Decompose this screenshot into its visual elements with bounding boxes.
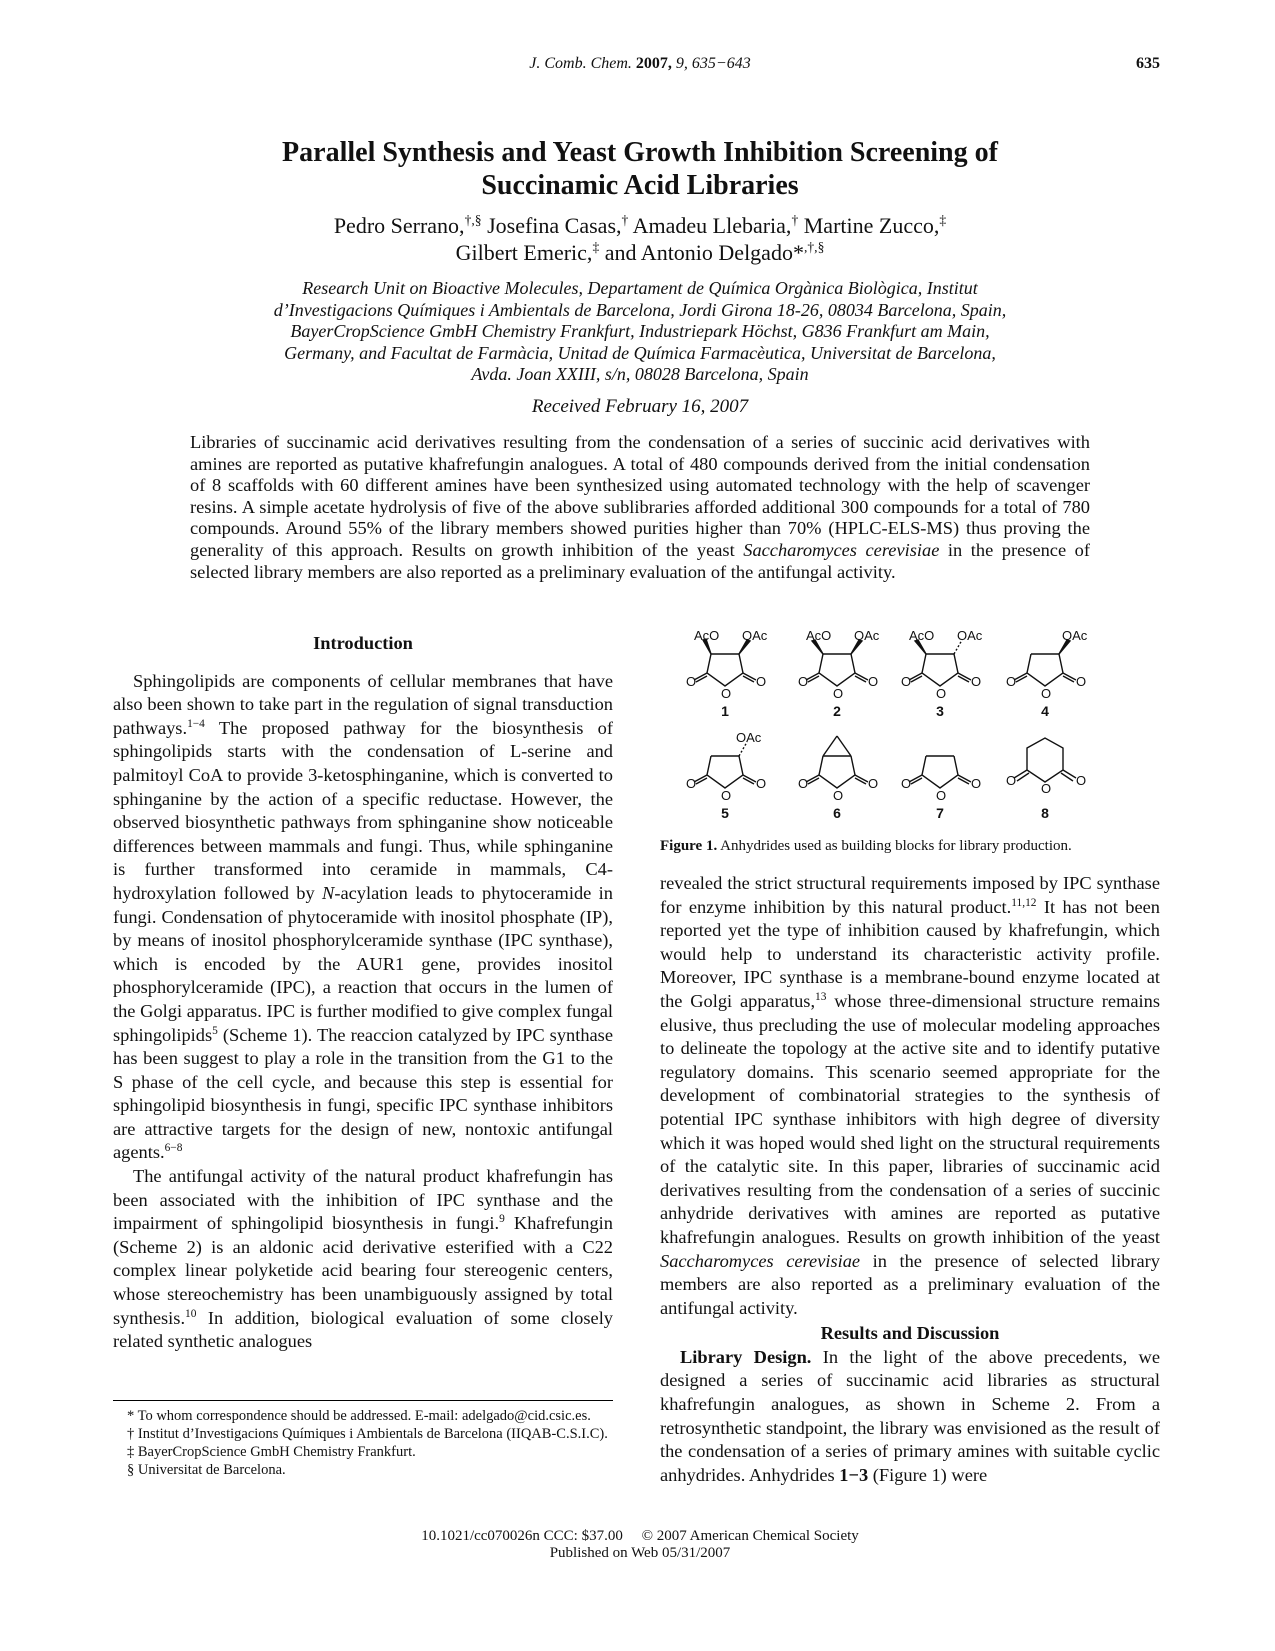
label-o: O [936,686,947,701]
label-o: O [1076,674,1087,689]
title-line-2: Succinamic Acid Libraries [481,170,799,201]
paragraph [660,1346,1160,1488]
author-list [140,212,1140,266]
label-o: O [868,674,879,689]
label-o: O [936,788,947,803]
body-text: Khafrefungin (Scheme 2) is an aldonic acid derivative esterified with a C22 complex linear polyketide acid bearing four stereogenic centers, whose stereochemistry has been unambiguously assigned by total synthesis. [113,1213,613,1328]
body-text: In the light of the above precedents, we designed a series of succinamic acid libraries as structural khafrefungin analogues, as shown in Scheme 2. From a retrosynthetic standpoint, the library was envisioned as the result of the condensation of a series of primary amines with suitable cyclic anhydrides. Anhydrides [660,1346,1161,1485]
body-text: -serine and palmitoyl CoA to provide 3-ketosphinganine, which is converted to sphinganine by the action of a specific reductase. However, the observed biosynthetic pathways from sphinganine show noticeable differences between mammals and fungi. Thus, while sphinganine is further transformed into ceramide in mammals, C4-hydroxylation followed by [113,741,614,903]
figure-caption [660,838,1170,855]
footer-line-1 [140,1528,1140,1545]
citation-ref: 11,12 [1011,896,1037,909]
italic-n: N [322,882,335,903]
copyright: © 2007 American Chemical Society [641,1528,859,1544]
footnote-correspondence: * To whom correspondence should be addressed. E-mail: adelgado@cid.csic.es. [127,1408,591,1424]
author-name: Gilbert Emeric, [455,240,593,265]
footnote: ‡ BayerCropScience GmbH Chemistry Frankfurt. [127,1444,416,1460]
label-o: O [686,776,697,791]
label-o: O [686,674,697,689]
structure-3 [909,640,971,686]
label-aco: AcO [806,628,832,643]
author-affil-mark: † [621,212,629,228]
doi-ccc: 10.1021/cc070026n CCC: $37.00 [421,1528,623,1544]
structure-2 [806,640,868,686]
caption-label: Figure 1. [660,838,718,854]
footnote: § Universitat de Barcelona. [127,1462,286,1478]
label-o: O [798,776,809,791]
citation-ref: 1−4 [187,717,205,730]
figure-1 [660,628,1170,868]
citation-ref: 6−8 [164,1142,183,1155]
author-affil-mark: †,§ [464,212,482,228]
journal-pages: 635−643 [691,55,751,72]
abstract-text: Libraries of succinamic acid derivatives resulting from the condensation of a series of succinic acid derivatives with amines are reported as putative khafrefungin analogues. A total of 480 compounds derived from the initial condensation of 8 scaffolds with 60 different amines have been synthesized using automated technology with the help of scavenger resins. A simple acetate hydrolysis of five of the above sublibraries afforded additional 300 compounds for a total of 780 compounds. Around 55% of the library members showed purities higher than 70% (HPLC-ELS-MS) thus proving the generality of this approach. Results on growth inhibition of the yeast [190,432,1090,560]
abstract [190,432,1090,583]
page-number: 635 [1136,55,1160,72]
body-text: whose three-dimensional structure remains elusive, thus precluding the use of molecular modeling approaches to delineate the topology at the active site and to identify putative regulatory domains. This scenario seemed appropriate for the development of combinatorial strategies to the synthesis of potential IPC synthase inhibitors with high degree of diversity which it was hoped would shed light on the structural requirements of the catalytic site. In this paper, libraries of succinamic acid derivatives resulting from the condensation of a series of succinic anhydride derivatives with amines are reported as putative khafrefungin analogues. Results on growth inhibition of the yeast [660,990,1160,1247]
author-name: Martine Zucco, [798,213,940,238]
label-o: O [971,776,982,791]
published-date: Published on Web 05/31/2007 [549,1545,731,1561]
author-name: Josefina Casas, [481,213,622,238]
structure-8 [1014,738,1076,782]
author-affil-mark: † [791,212,799,228]
citation-ref: 9 [499,1213,505,1226]
label-o: O [971,674,982,689]
author-name: Amadeu Llebaria, [628,213,792,238]
label-oac: OAc [736,730,762,745]
running-header [120,55,1160,79]
title-line-1: Parallel Synthesis and Yeast Growth Inhibition Screening of [282,137,998,168]
compound-number: 5 [721,805,729,821]
label-oac: OAc [957,628,983,643]
label-o: O [1006,773,1017,788]
species-name: Saccharomyces cerevisiae [743,539,940,560]
structure-4 [1014,640,1076,686]
page-footer [140,1528,1140,1562]
label-o: O [1041,686,1052,701]
journal-abbrev: J. Comb. Chem. [529,55,632,72]
label-o: O [901,674,912,689]
footnote: † Institut d’Investigacions Químiques i Ambientals de Barcelona (IIQAB-C.S.I.C). [127,1426,608,1442]
compound-ref: 1−3 [839,1464,869,1485]
body-text: -acylation leads to phytoceramide in fungi. Condensation of phytoceramide with inositol phosphate (IP), by means of inositol phosphorylceramide synthase (IPC synthase), which is encoded by the AUR1 gene, provides inositol phosphorylceramide (IPC), a reaction that occurs in the lumen of the Golgi apparatus. IPC is further modified to give complex fungal sphingolipids [113,882,613,1045]
label-o: O [721,788,732,803]
label-o: O [798,674,809,689]
compound-number: 8 [1041,805,1049,821]
article-title [140,136,1140,202]
caption-text: Anhydrides used as building blocks for library production. [717,838,1072,854]
label-o: O [901,776,912,791]
compound-number: 4 [1041,703,1049,719]
label-o: O [1076,773,1087,788]
label-o: O [833,686,844,701]
citation-ref: 10 [185,1307,197,1320]
section-heading-introduction: Introduction [313,633,413,653]
label-oac: OAc [1062,628,1088,643]
right-column [660,872,1160,1487]
author-affil-mark: ‡ [939,212,947,228]
body-text: The antifungal activity of the natural product khafrefungin has been associated with the inhibition of IPC synthase and the impairment of sphingolipid biosynthesis in fungi. [113,1166,613,1234]
body-text: It has not been reported yet the type of inhibition caused by khafrefungin, which would help to understand its characteristic activity profile. Moreover, IPC synthase is a membrane-bound enzyme located at the Golgi apparatus, [660,896,1160,1011]
abstract-text: in the presence of selected library members are also reported as a preliminary evaluation of the antifungal activity. [190,539,1091,582]
label-aco: AcO [694,628,720,643]
stereo-prefix: L [509,741,522,762]
structure-1 [694,639,756,686]
compound-number: 3 [936,703,944,719]
label-o: O [868,776,879,791]
label-o: O [721,686,732,701]
label-o: O [756,674,767,689]
authors-line-2 [140,239,1140,266]
affiliation-line: Germany, and Facultat de Farmàcia, Unitad de Química Farmacèutica, Universitat de Barcelona, [284,342,996,363]
authors-line-1 [140,212,1140,239]
compound-number: 1 [721,703,729,719]
body-text: The proposed pathway for the biosynthesis of sphingolipids starts with the condensation of [113,717,613,762]
affiliation-line: Research Unit on Bioactive Molecules, Departament de Química Orgànica Biològica, Institut [302,278,978,298]
author-affil-mark: ‡ [592,239,600,255]
run-in-heading: Library Design. [680,1346,812,1367]
author-name: and Antonio Delgado* [599,240,804,265]
label-o: O [756,776,767,791]
section-heading-results: Results and Discussion [820,1323,1000,1344]
compound-number: 7 [936,805,944,821]
author-affil-mark: ,†,§ [803,239,825,255]
body-text: In addition, biological evaluation of some closely related synthetic analogues [113,1307,613,1352]
label-aco: AcO [909,628,935,643]
label-oac: OAc [854,628,880,643]
label-o: O [1041,781,1052,796]
citation-ref: 13 [815,990,827,1003]
body-text: (Scheme 1). The reaccion catalyzed by IPC synthase has been suggest to play a role in the transition from the G1 to the S phase of the cell cycle, and because this step is essential for sphingolipid biosynthesis in fungi, specific IPC synthase inhibitors are attractive targets for the design of new, nontoxic antifungal agents. [113,1024,613,1163]
compound-number: 2 [833,703,841,719]
label-oac: OAc [742,628,768,643]
label-o: O [1006,674,1017,689]
paragraph [113,670,613,1165]
affiliation-line: d’Investigacions Químiques i Ambientals de Barcelona, Jordi Girona 18-26, 08034 Barcelona, Spain, [273,299,1007,320]
paragraph [660,872,1160,1320]
affiliation-line: Avda. Joan XXIII, s/n, 08028 Barcelona, Spain [471,364,809,384]
body-text: revealed the strict structural requirements imposed by IPC synthase for enzyme inhibition by this natural product. [660,873,1160,917]
journal-citation [120,55,1160,73]
anhydride-structures [660,628,1170,833]
affiliations [140,278,1140,386]
journal-year: 2007, [635,55,672,72]
structure-7 [909,756,971,788]
received-date: Received February 16, 2007 [531,396,749,417]
body-text: (Figure 1) were [868,1464,988,1485]
affiliation-line: BayerCropScience GmbH Chemistry Frankfurt, Industriepark Höchst, G836 Frankfurt am Main, [290,321,990,341]
footnotes [113,1400,613,1479]
structure-6 [806,736,868,788]
compound-number: 6 [833,805,841,821]
body-text: Sphingolipids are components of cellular membranes that have also been shown to take part in the regulation of signal transduction pathways. [113,670,613,738]
citation-ref: 5 [212,1024,218,1037]
paragraph [113,1165,613,1354]
species-name: Saccharomyces cerevisiae [660,1250,861,1271]
left-column [113,632,613,1354]
label-o: O [833,788,844,803]
author-name: Pedro Serrano, [333,213,465,238]
body-text: in the presence of selected library members are also reported as a preliminary evaluation of the antifungal activity. [660,1250,1160,1318]
journal-volume: 9, [675,55,688,72]
structure-5 [694,742,756,788]
